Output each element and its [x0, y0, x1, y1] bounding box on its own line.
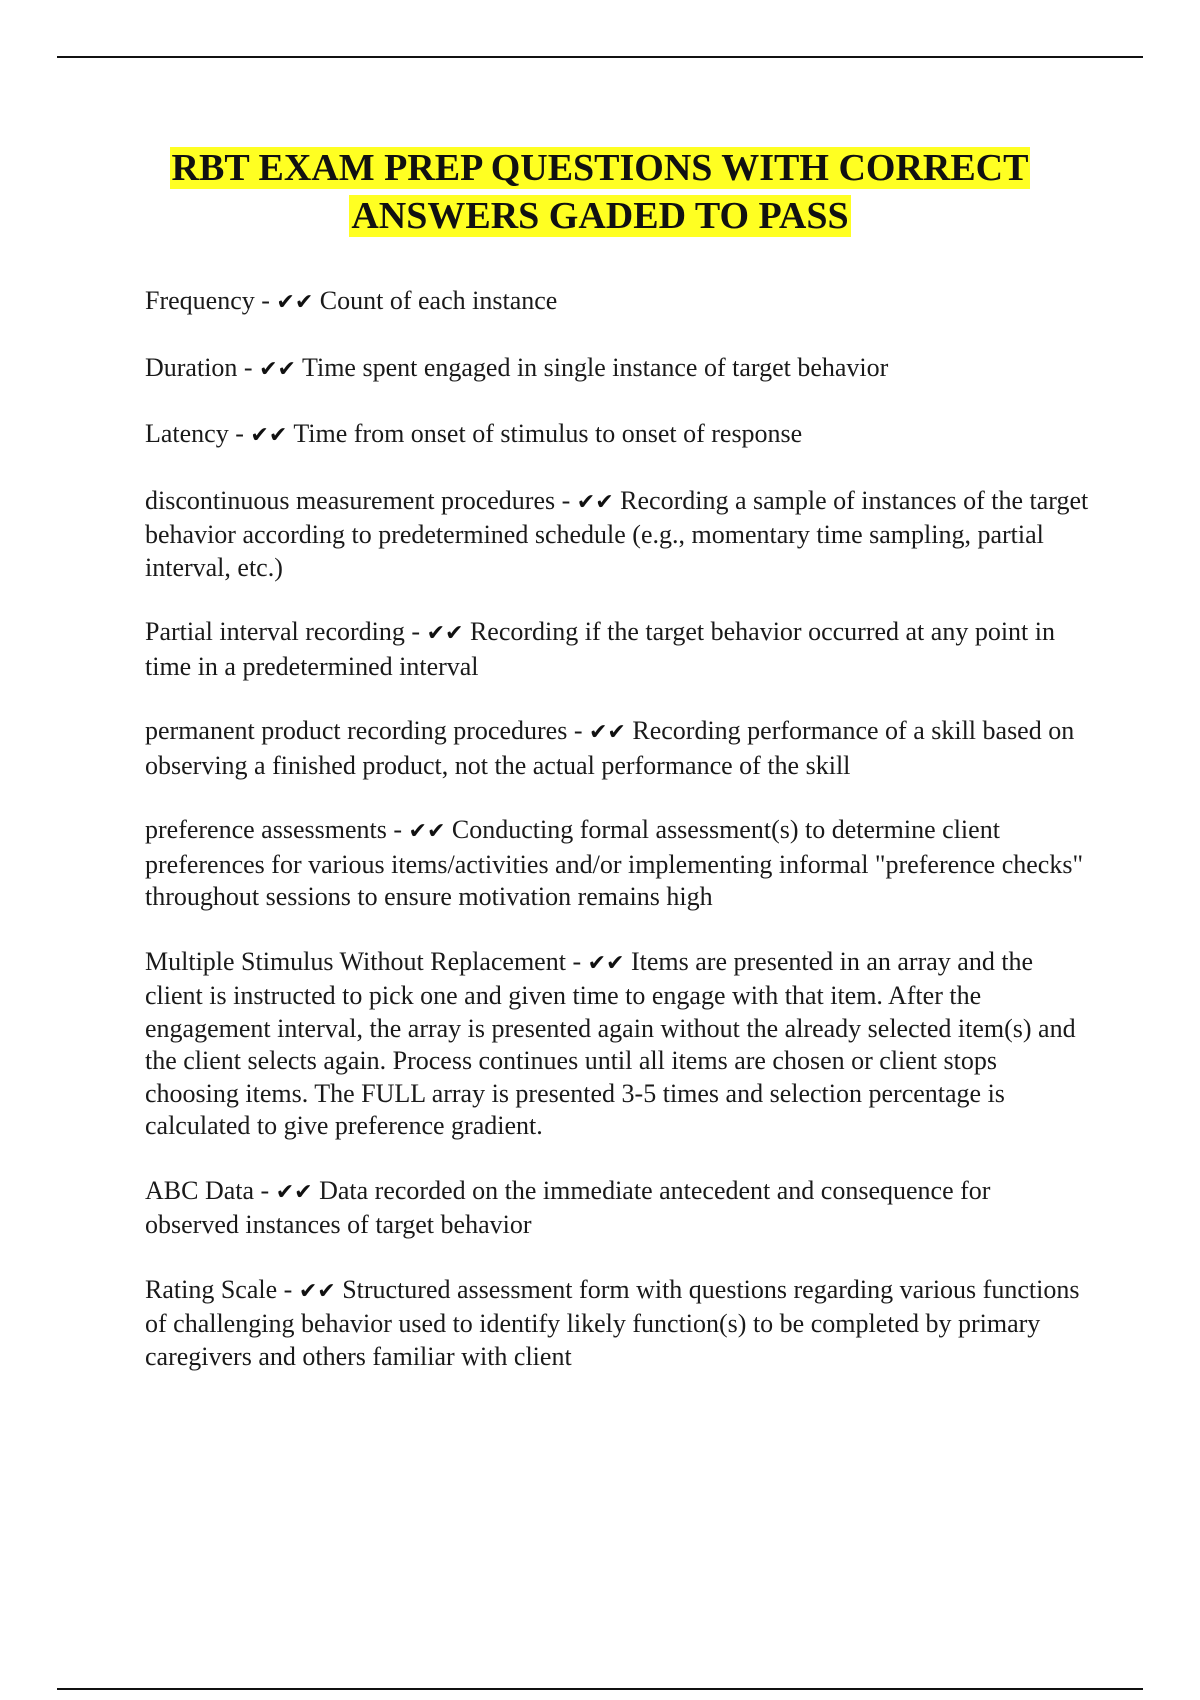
- entry-definition: Recording if the target behavior occurred at any point in time in a predetermined interval: [145, 617, 1055, 681]
- double-check-icon: ✔✔: [587, 950, 625, 976]
- bottom-rule: [57, 1688, 1143, 1690]
- entry-term: Multiple Stimulus Without Replacement: [145, 946, 566, 976]
- entry-separator: -: [567, 716, 589, 745]
- entry-term: Duration: [145, 352, 238, 382]
- entry-term: Rating Scale: [145, 1274, 278, 1304]
- entry-definition: Time spent engaged in single instance of target behavior: [302, 352, 889, 382]
- top-rule: [57, 56, 1143, 58]
- double-check-icon: ✔✔: [259, 356, 296, 382]
- entry-term: Partial interval recording: [145, 617, 405, 646]
- entry-separator: -: [404, 617, 427, 646]
- flashcard-entry: [145, 1175, 1090, 1242]
- entry-term: Latency: [145, 419, 229, 448]
- entry-definition: Count of each instance: [319, 286, 558, 315]
- entry-term: Frequency: [145, 286, 255, 315]
- double-check-icon: ✔✔: [576, 489, 614, 515]
- entry-definition: Structured assessment form with questions regarding various functions of challenging behavior used to identify likely function(s) to be completed by primary caregivers and others familiar with client: [145, 1274, 1080, 1371]
- double-check-icon: ✔✔: [250, 423, 288, 448]
- entry-separator: -: [254, 286, 277, 315]
- entry-term: permanent product recording procedures: [145, 716, 568, 745]
- entry-separator: -: [555, 485, 577, 515]
- entry-separator: -: [386, 815, 409, 844]
- double-check-icon: ✔✔: [275, 1179, 313, 1205]
- entry-definition: Recording a sample of instances of the target behavior according to predetermined schedule (e.g., momentary time sampling, partial interval, etc.): [145, 485, 1089, 582]
- entry-separator: -: [565, 946, 588, 976]
- entry-separator: -: [237, 352, 260, 382]
- entry-term: ABC Data: [145, 1175, 255, 1205]
- page-title: [100, 144, 1100, 240]
- entry-separator: -: [254, 1175, 276, 1205]
- flashcard-entry: [145, 352, 1090, 387]
- entry-separator: -: [228, 419, 251, 448]
- flashcard-entry: [145, 1274, 1090, 1374]
- flashcard-entry: [145, 616, 1090, 683]
- title-line-2: ANSWERS GADED TO PASS: [351, 195, 849, 237]
- flashcard-entry: [145, 946, 1090, 1143]
- entry-definition: Conducting formal assessment(s) to determine client preferences for various items/activities and/or implementing informal "preference checks" throughout sessions to ensure motivation remains high: [145, 815, 1084, 911]
- flashcard-entry: [145, 814, 1090, 914]
- double-check-icon: ✔✔: [276, 290, 314, 315]
- entry-definition: Recording performance of a skill based on observing a finished product, not the actual performance of the skill: [145, 716, 1075, 780]
- double-check-icon: ✔✔: [408, 819, 446, 844]
- double-check-icon: ✔✔: [298, 1278, 336, 1304]
- entry-term: discontinuous measurement procedures: [145, 485, 556, 515]
- flashcard-entry: [145, 715, 1090, 782]
- double-check-icon: ✔✔: [426, 621, 464, 646]
- double-check-icon: ✔✔: [589, 720, 626, 745]
- entry-definition: Items are presented in an array and the client is instructed to pick one and given time to engage with that item. After the engagement interval, the array is presented again without the already selected item(s) and the client selects again. Process continues until all items are chosen or client stops choosing items. The FULL array is presented 3-5 times and selection percentage is calculated to give preference gradient.: [145, 946, 1076, 1140]
- entry-definition: Time from onset of stimulus to onset of response: [293, 419, 803, 448]
- flashcard-entry: [145, 485, 1090, 585]
- entry-term: preference assessments: [145, 815, 387, 844]
- entry-separator: -: [277, 1274, 299, 1304]
- entry-definition: Data recorded on the immediate antecedent and consequence for observed instances of target behavior: [145, 1175, 991, 1239]
- flashcard-entry: [145, 285, 1090, 320]
- flashcard-entry: [145, 418, 1090, 453]
- title-line-1: RBT EXAM PREP QUESTIONS WITH CORRECT: [171, 147, 1029, 189]
- flashcard-list: [145, 285, 1090, 1405]
